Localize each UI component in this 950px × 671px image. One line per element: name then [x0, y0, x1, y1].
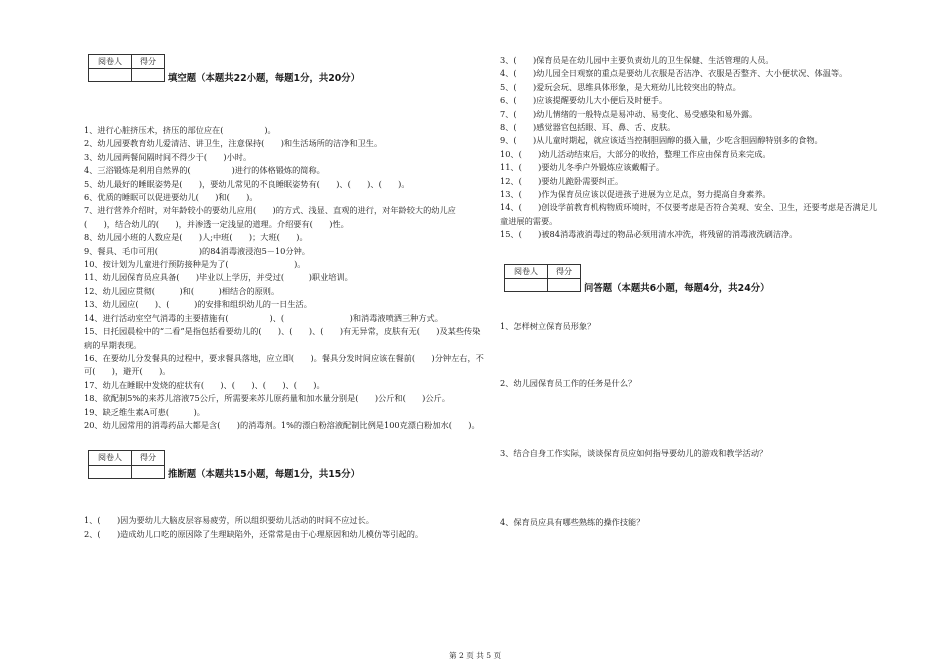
- score-box-grader: 阅卷人: [505, 264, 548, 278]
- fill-question: 4、三浴锻炼是利用自然界的( )进行的体格锻炼的简称。: [84, 165, 325, 176]
- judge-section-title: 推断题（本题共15小题，每题1分，共15分）: [168, 469, 360, 481]
- qa-question: 3、结合自身工作实际，谈谈保育员应如何指导要幼儿的游戏和教学活动？: [500, 447, 768, 458]
- judge-question: 12、( )要幼儿跪卧需要纠正。: [500, 175, 624, 186]
- fill-question: 10、按计划为儿童进行预防接种是为了( )。: [84, 259, 306, 270]
- qa-question: 4、保育员应具有哪些熟练的操作技能？: [500, 516, 645, 527]
- fill-question: 8、幼儿园小班的人数应是( )人;中班( )；大班( )。: [84, 232, 308, 243]
- page-number: 第 2 页 共 5 页: [448, 651, 502, 660]
- qa-question: 2、幼儿园保育员工作的任务是什么？: [500, 378, 637, 389]
- judge-question-list-right: [500, 54, 885, 242]
- judge-question: 7、( )幼儿情绪的一般特点是易冲动、易变化、易受感染和易外露。: [500, 108, 758, 119]
- fill-section-title: 填空题（本题共22小题，每题1分，共20分）: [168, 73, 360, 84]
- judge-question: 13、( )作为保育员应该以促进孩子进展为立足点，努力提高自身素养。: [500, 189, 771, 200]
- fill-question: 13、幼儿园应( )、( )的安排和组织幼儿的一日生活。: [84, 299, 312, 310]
- fill-question: 5、幼儿最好的睡眠姿势是( )，要幼儿常见的不良睡眠姿势有( )、( )、( )。: [84, 178, 410, 189]
- left-column: [84, 54, 486, 541]
- judge-question: 6、( )应该提醒要幼儿大小便后及时便手。: [500, 95, 668, 106]
- judge-question: 15、( )被84消毒液消毒过的物品必须用清水冲洗，将残留的消毒液洗刷洁净。: [500, 229, 798, 240]
- fill-section-header: [84, 54, 486, 84]
- qa-section-title: 问答题（本题共6小题，每题4分，共24分）: [584, 282, 770, 294]
- fill-question: 20、幼儿园常用的消毒药品大都是含( )的消毒剂。1%的漂白粉溶液配制比例是100克漂白粉加水( )。: [84, 419, 480, 430]
- qa-question: 1、怎样树立保育员形象？: [500, 320, 596, 331]
- judge-question: 9、( )从儿童时期起，就应该适当控制胆固醇的摄入量，少吃含胆固醇特别多的食物。: [500, 135, 823, 146]
- score-box: [88, 54, 165, 82]
- score-box-score: 得分: [132, 55, 165, 69]
- fill-question: 16、在要幼儿分发餐具的过程中，要求餐具落地，应立即( )。餐具分发时间应该在餐前( )分钟左右，不可( )，避开( )。: [84, 352, 484, 377]
- judge-question: 8、( )感觉器官包括眼、耳、鼻、舌、皮肤。: [500, 122, 676, 133]
- fill-question: 14、进行活动室空气消毒的主要措施有( )、( )和消毒液喷洒三种方式。: [84, 312, 443, 323]
- judge-question: 2、( )造成幼儿口吃的原因除了生理缺陷外，还常常是由于心理原因和幼儿模仿等引起的。: [84, 528, 424, 539]
- qa-section-header: [500, 264, 885, 294]
- fill-question: 11、幼儿园保育员应具备( )毕业以上学历，并受过( )职业培训。: [84, 272, 353, 283]
- judge-question: 5、( )爱玩会玩、思维具体形象，是大班幼儿比较突出的特点。: [500, 81, 741, 92]
- fill-question: 17、幼儿在睡眠中发烧的症状有( )、( )、( )、( )。: [84, 379, 325, 390]
- score-box-score: 得分: [548, 264, 581, 278]
- fill-question: 19、缺乏维生素A可患( )。: [84, 406, 205, 417]
- score-box-grader: 阅卷人: [89, 55, 132, 69]
- fill-question: 18、欲配制5%的来苏儿溶液75公斤，所需要来苏儿原药量和加水量分别是( )公斤和( )公斤。: [84, 393, 450, 404]
- score-box-grader: 阅卷人: [89, 451, 132, 465]
- judge-question: 1、( )因为要幼儿大脑皮层容易疲劳，所以组织要幼儿活动的时间不应过长。: [84, 515, 374, 526]
- score-box-score: 得分: [132, 451, 165, 465]
- fill-question: 15、日托园晨检中的“二看”是指包括看要幼儿的( )、( )、( )有无异常，皮肤有无( )及某些传染病的早期表现。: [84, 326, 481, 350]
- fill-question-list: [84, 124, 486, 432]
- fill-question: 9、餐具、毛巾可用( )的84消毒液浸泡5－10分钟。: [84, 245, 310, 256]
- fill-question: 6、优质的睡眠可以促进要幼儿( )和( )。: [84, 192, 258, 203]
- judge-question: 4、( )幼儿园全日观察的重点是要幼儿衣服是否洁净、衣服是否整齐、大小便状况、体温等。: [500, 68, 848, 79]
- fill-question: 7、进行营养介绍时，对年龄较小的要幼儿应用( )的方式、浅显、直观的进行，对年龄较大的幼儿应( )，结合幼儿的( )，并渗透一定浅显的道理。介绍要有( )性。: [84, 205, 456, 229]
- fill-question: 1、进行心脏挤压术，挤压的部位应在( )。: [84, 125, 276, 135]
- fill-question: 2、幼儿园要教育幼儿爱清洁、讲卫生，注意保持( )和生活场所的洁净和卫生。: [84, 138, 383, 149]
- fill-question: 12、幼儿园应贯彻( )和( )相结合的原则。: [84, 285, 280, 296]
- judge-section-header: [84, 450, 486, 480]
- score-box: [88, 450, 165, 478]
- judge-question-list-left: [84, 514, 486, 541]
- judge-question: 10、( )幼儿活动结束后，大部分的收拾，整理工作应由保育员来完成。: [500, 148, 771, 159]
- right-column: [500, 54, 885, 529]
- score-box: [504, 264, 581, 292]
- judge-question: 3、( )保育员是在幼儿园中主要负责幼儿的卫生保健、生活管理的人员。: [500, 55, 774, 65]
- fill-question: 3、幼儿园两餐间隔时间不得少于( )小时。: [84, 151, 252, 162]
- judge-question: 11、( )要幼儿冬季户外锻炼应该戴帽子。: [500, 162, 665, 173]
- judge-question: 14、( )创设学前教育机构物质环境时，不仅要考虑是否符合美观、安全、卫生，还要考虑是否满足儿童进展的需要。: [500, 202, 878, 226]
